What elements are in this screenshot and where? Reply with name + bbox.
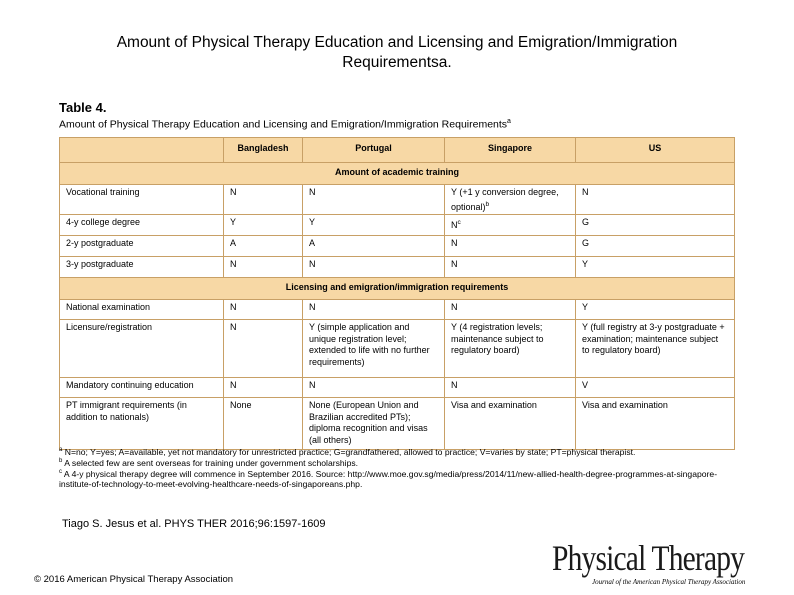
- row-label: Licensure/registration: [60, 320, 224, 378]
- cell-us: [576, 215, 735, 236]
- row-label: National examination: [60, 300, 224, 320]
- cell-value: Y (+1 y conversion degree, optional): [451, 187, 559, 212]
- cell-value: N: [451, 238, 458, 248]
- footnote-text: A 4-y physical therapy degree will commence in September 2016. Source: http://www.moe.gov.sg/media/press/2014/11/new-allied-health-degree-programmes-at-singapore-institute-of-technology-to-meet-evolving-healthcare-needs-of-singaporeans.php.: [59, 468, 718, 489]
- table-row: [60, 257, 735, 278]
- cell-value: Y: [582, 259, 589, 269]
- cell-value: Y: [582, 302, 589, 312]
- table-row: [60, 320, 735, 378]
- cell-portugal: [303, 320, 445, 378]
- cell-bangladesh: [224, 320, 303, 378]
- section-row: [60, 278, 735, 300]
- footnote-mark: c: [59, 469, 62, 475]
- header-row: [60, 138, 735, 163]
- cell-portugal: [303, 398, 445, 450]
- table-row: [60, 236, 735, 257]
- cell-value: N: [230, 380, 237, 390]
- col-header-us: US: [576, 138, 735, 163]
- cell-singapore: [445, 320, 576, 378]
- cell-portugal: [303, 257, 445, 278]
- cell-us: [576, 185, 735, 215]
- cell-bangladesh: [224, 215, 303, 236]
- cell-bangladesh: [224, 398, 303, 450]
- table-row: [60, 215, 735, 236]
- table-row: [60, 300, 735, 320]
- cell-note: c: [457, 219, 461, 226]
- citation: Tiago S. Jesus et al. PHYS THER 2016;96:1597-1609: [62, 518, 326, 530]
- logo-tagline: Journal of the American Physical Therapy Association: [592, 578, 746, 586]
- col-header-bangladesh: Bangladesh: [224, 138, 303, 163]
- col-header-portugal: Portugal: [303, 138, 445, 163]
- cell-us: [576, 257, 735, 278]
- table-label: Table 4.: [59, 100, 107, 115]
- cell-us: [576, 236, 735, 257]
- cell-value: Y: [309, 217, 316, 227]
- journal-logo: [552, 540, 782, 588]
- cell-value: Y (4 registration levels; maintenance subject to regulatory board): [451, 322, 544, 355]
- row-label: 4-y college degree: [60, 215, 224, 236]
- cell-bangladesh: [224, 300, 303, 320]
- footnote-mark: b: [59, 458, 63, 464]
- cell-value: N: [230, 187, 237, 197]
- cell-value: N: [230, 302, 237, 312]
- cell-portugal: [303, 185, 445, 215]
- footnote-text: A selected few are sent overseas for training under government scholarships.: [64, 457, 359, 468]
- cell-singapore: [445, 398, 576, 450]
- cell-value: None: [230, 400, 252, 410]
- cell-portugal: [303, 300, 445, 320]
- col-header-singapore: Singapore: [445, 138, 576, 163]
- row-label: Vocational training: [60, 185, 224, 215]
- cell-value: N: [451, 259, 458, 269]
- cell-value: V: [582, 380, 589, 390]
- cell-singapore: [445, 378, 576, 398]
- cell-value: None (European Union and Brazilian accredited PTs); diploma recognition and visas (all others): [309, 400, 428, 445]
- cell-value: N: [309, 302, 316, 312]
- cell-value: G: [582, 217, 590, 227]
- table-caption: [59, 118, 511, 131]
- table-row: [60, 378, 735, 398]
- cell-portugal: [303, 236, 445, 257]
- cell-value: Visa and examination: [582, 400, 668, 410]
- cell-bangladesh: [224, 236, 303, 257]
- cell-value: N: [309, 187, 316, 197]
- cell-value: N: [451, 220, 458, 230]
- footnote-c: [59, 467, 749, 489]
- logo-wordmark: Physical Therapy: [552, 538, 745, 578]
- cell-value: Y (simple application and unique registration level; extended to life with no further requirements): [309, 322, 430, 367]
- cell-value: N: [582, 187, 589, 197]
- cell-value: Y: [230, 217, 237, 227]
- cell-value: N: [230, 259, 237, 269]
- table-caption-text: Amount of Physical Therapy Education and Licensing and Emigration/Immigration Requirements: [59, 118, 508, 131]
- cell-value: G: [582, 238, 590, 248]
- cell-singapore: [445, 300, 576, 320]
- cell-portugal: [303, 378, 445, 398]
- cell-singapore: [445, 185, 576, 215]
- cell-value: N: [309, 380, 316, 390]
- cell-value: N: [451, 380, 458, 390]
- cell-value: Visa and examination: [451, 400, 537, 410]
- table-body: [60, 163, 735, 450]
- table-row: [60, 185, 735, 215]
- cell-bangladesh: [224, 378, 303, 398]
- cell-value: A: [230, 238, 237, 248]
- row-label: 3-y postgraduate: [60, 257, 224, 278]
- cell-us: [576, 378, 735, 398]
- footnote-text: N=no; Y=yes; A=available, yet not mandatory for unrestricted practice; G=grandfathered, allowed to practice; V=varies by state; PT=physical therapist.: [64, 446, 636, 457]
- section-title: Licensing and emigration/immigration requirements: [60, 278, 735, 300]
- cell-bangladesh: [224, 185, 303, 215]
- table-row: [60, 398, 735, 450]
- cell-us: [576, 398, 735, 450]
- cell-singapore: [445, 236, 576, 257]
- copyright: © 2016 American Physical Therapy Association: [34, 574, 234, 585]
- cell-bangladesh: [224, 257, 303, 278]
- cell-value: A: [309, 238, 316, 248]
- cell-value: N: [230, 322, 237, 332]
- row-label: Mandatory continuing education: [60, 378, 224, 398]
- cell-value: N: [451, 302, 458, 312]
- slide-title: Amount of Physical Therapy Education and Licensing and Emigration/Immigration Requirementsa.: [116, 34, 678, 71]
- col-header-blank: [60, 138, 224, 163]
- cell-note: b: [485, 200, 490, 208]
- row-label: 2-y postgraduate: [60, 236, 224, 257]
- cell-portugal: [303, 215, 445, 236]
- cell-singapore: [445, 215, 576, 236]
- cell-value: Y (full registry at 3-y postgraduate + examination; maintenance subject to regulatory board): [582, 322, 725, 355]
- data-table: [59, 137, 735, 450]
- cell-value: N: [309, 259, 316, 269]
- section-title: Amount of academic training: [60, 163, 735, 185]
- cell-singapore: [445, 257, 576, 278]
- table-caption-note: a: [507, 118, 511, 125]
- cell-us: [576, 300, 735, 320]
- section-row: [60, 163, 735, 185]
- cell-us: [576, 320, 735, 378]
- footnote-mark: a: [59, 447, 63, 453]
- row-label: PT immigrant requirements (in addition to nationals): [60, 398, 224, 450]
